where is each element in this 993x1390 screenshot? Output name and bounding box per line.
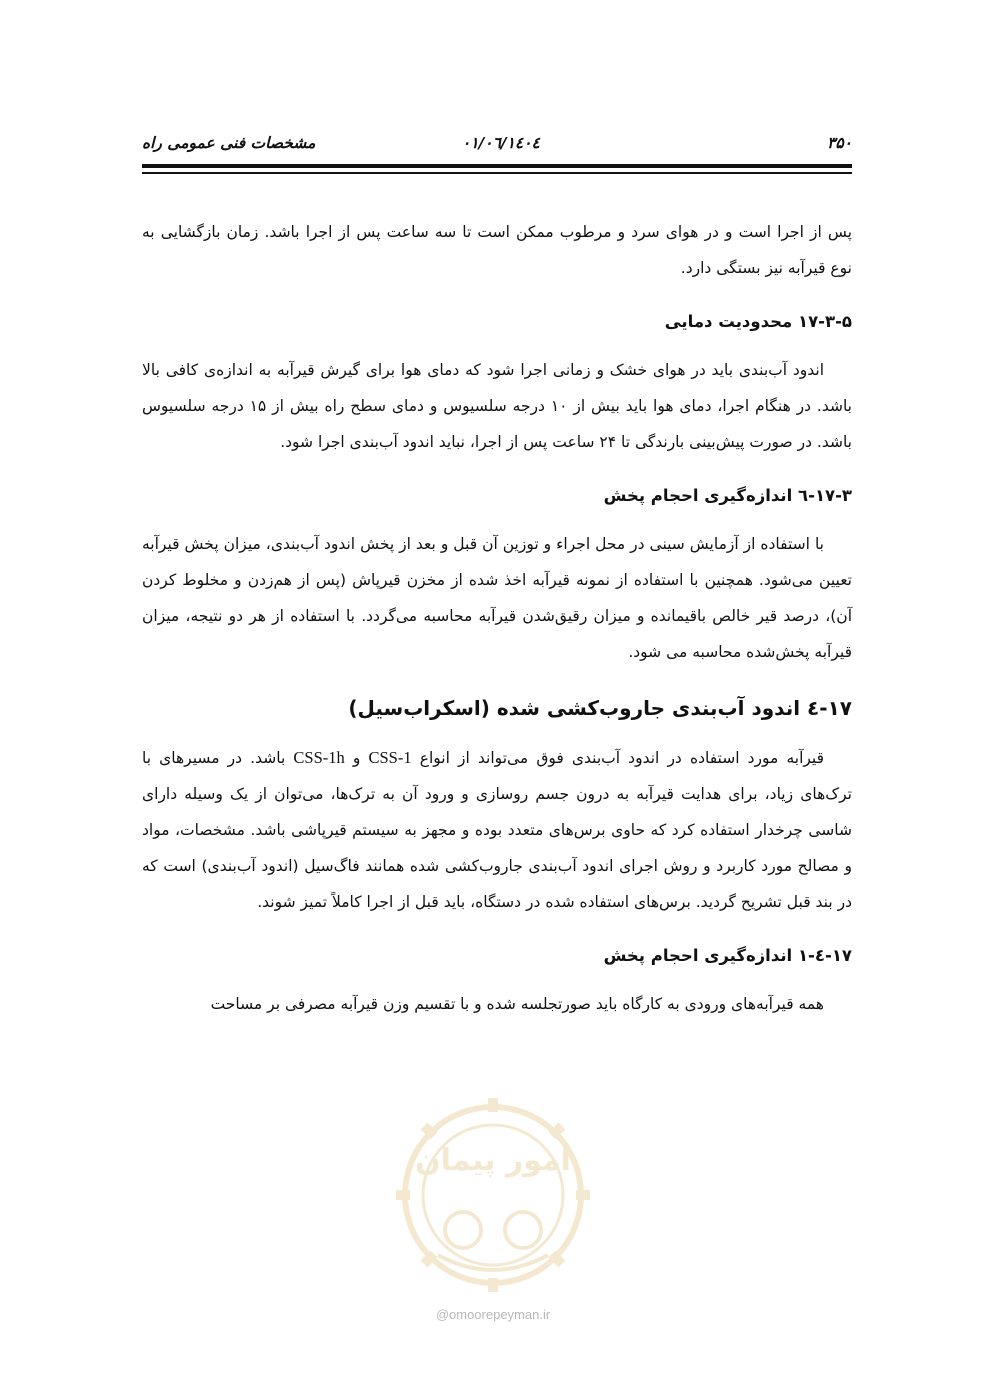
paragraph-scrub-seal-part2: باشد. در مسیرهای با ترک‌های زیاد، برای هدایت قیرآبه به درون جسم روسازی و ورود آن به ترک‌ها، می‌توان از یک وسیله دارای شاسی چرخدار استفاده کرد که حاوی برس‌های متعدد بوده و مجهز به سیستم قیرپاشی باشد. مشخصات، مواد و مصالح مورد کاربرد و روش اجرای اندود آب‌بندی جاروب‌کشی شده همانند فاگ‌سیل (اندود آب‌بندی) است که در بند قبل تشریح گردید. برس‌های استفاده شده در دستگاه، باید قبل از اجرا کاملاً تمیز شوند. xyxy=(142,749,852,911)
conjunction-text: و xyxy=(344,749,369,767)
emulsion-code-css-1: CSS-1 xyxy=(368,748,412,767)
header-rule-thick xyxy=(142,164,852,168)
running-header xyxy=(142,128,852,158)
paragraph-opening: پس از اجرا است و در هوای سرد و مرطوب ممکن است تا سه ساعت پس از اجرا باشد. زمان بازگشایی به نوع قیرآبه نیز بستگی دارد. xyxy=(142,223,852,277)
page-number: ۳۵۰ xyxy=(827,134,852,152)
section-heading-17-3-6: ۱۷-۳-٦ اندازه‌گیری احجام پخش xyxy=(603,486,852,505)
paragraph-scrub-seal xyxy=(142,740,852,920)
section-heading-17-4-1: ۱۷-٤-۱ اندازه‌گیری احجام پخش xyxy=(603,946,852,965)
paragraph-spread-measurement: با استفاده از آزمایش سینی در محل اجراء و توزین آن قبل و بعد از پخش اندود آب‌بندی، میزان پخش قیرآبه تعیین می‌شود. همچنین با استفاده از نمونه قیرآبه اخذ شده از مخزن قیرپاش (پس از هم‌زدن و مخلوط کردن آن)، درصد قیر خالص باقیمانده و میزان رقیق‌شدن قیرآبه محاسبه می‌گردد. با استفاده از هر دو نتیجه، میزان قیرآبه پخش‌شده محاسبه می شود. xyxy=(142,535,852,661)
paragraph-spread-volume: همه قیرآبه‌های ورودی به کارگاه باید صورتجلسه شده و با تقسیم وزن قیرآبه مصرفی بر مساحت xyxy=(210,995,824,1013)
header-date: ۱٤۰٤/۰٦/۰۱ xyxy=(461,134,540,152)
document-body xyxy=(142,214,852,1022)
paragraph-scrub-seal-part1: قیرآبه مورد استفاده در اندود آب‌بندی فوق می‌تواند از انواع xyxy=(411,749,825,767)
running-title: مشخصات فنی عمومی راه xyxy=(142,134,316,152)
paragraph-temperature-limits: اندود آب‌بندی باید در هوای خشک و زمانی اجرا شود که دمای هوا برای گیرش قیرآبه به اندازه‌ی کافی بالا باشد. در هنگام اجرا، دمای هوا باید بیش از ۱۰ درجه سلسیوس و دمای سطح راه بیش از ۱۵ درجه سلسیوس باشد. در صورت پیش‌بینی بارندگی تا ۲۴ ساعت پس از اجرا، نباید اندود آب‌بندی اجرا شود. xyxy=(142,361,852,451)
section-heading-17-3-5: ۱۷-۳-۵ محدودیت دمایی xyxy=(664,312,852,331)
watermark-gear-icon xyxy=(396,1098,590,1292)
watermark-url: @omoorepeyman.ir xyxy=(435,1307,551,1322)
section-heading-17-4: ۱۷-٤ اندود آب‌بندی جاروب‌کشی شده (اسکراب‌سیل) xyxy=(348,696,852,720)
emulsion-code-css-1h: CSS-1h xyxy=(293,748,345,767)
watermark-logo-text: امور پیمان xyxy=(415,1143,571,1178)
header-rule-thin xyxy=(142,172,852,174)
watermark-logo xyxy=(388,1090,598,1330)
